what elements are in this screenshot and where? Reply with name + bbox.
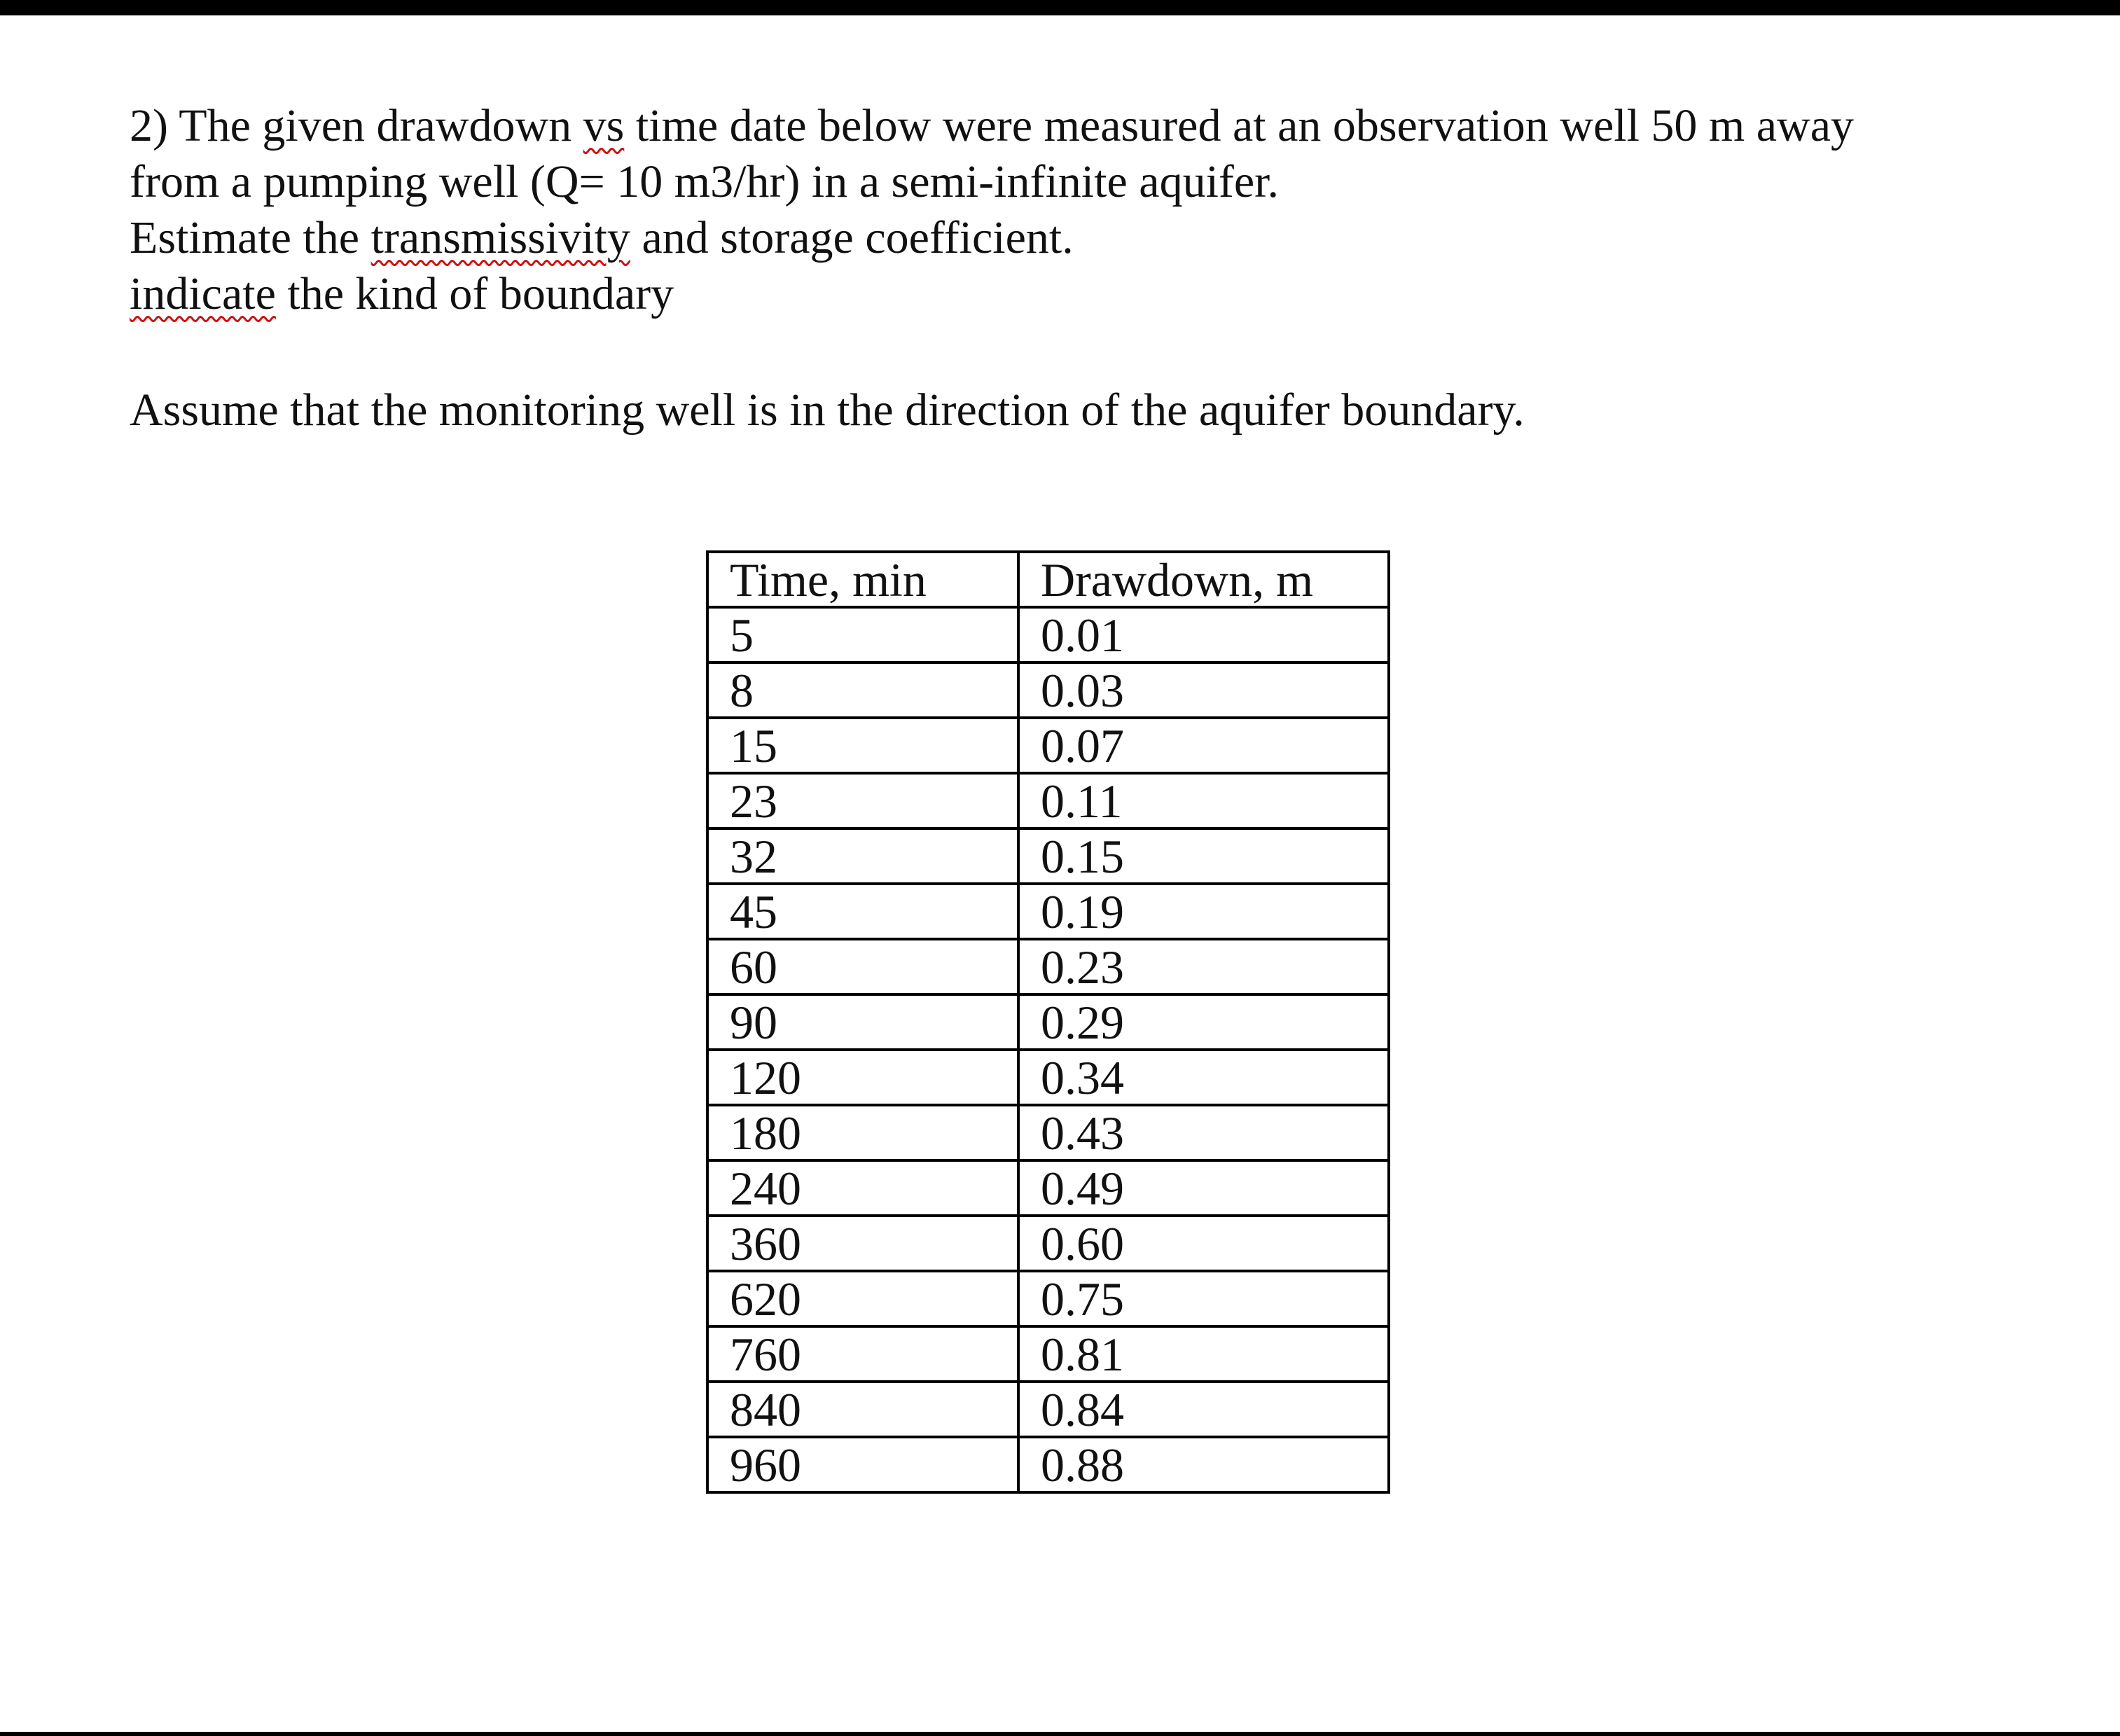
- drawdown-cell: 0.43: [1018, 1105, 1389, 1160]
- question-line-1-end: time date below were measured at an observation well 50 m away: [624, 100, 1855, 151]
- question-line-3-start: Estimate the: [130, 212, 371, 263]
- time-cell: 840: [707, 1382, 1018, 1437]
- time-cell: 23: [707, 773, 1018, 828]
- table-row: [707, 994, 1389, 1050]
- time-cell: 8: [707, 662, 1018, 718]
- time-cell: 60: [707, 939, 1018, 994]
- time-cell: 760: [707, 1326, 1018, 1382]
- drawdown-cell: 0.29: [1018, 994, 1389, 1050]
- drawdown-cell: 0.15: [1018, 828, 1389, 884]
- drawdown-cell: 0.19: [1018, 884, 1389, 939]
- drawdown-cell: 0.23: [1018, 939, 1389, 994]
- table-row: [707, 1382, 1389, 1437]
- drawdown-cell: 0.34: [1018, 1050, 1389, 1105]
- table-row: [707, 1216, 1389, 1271]
- time-cell: 180: [707, 1105, 1018, 1160]
- table-row: [707, 884, 1389, 939]
- question-line-4: [130, 266, 2021, 322]
- table-row: [707, 718, 1389, 773]
- question-line-1-start: 2) The given drawdown: [130, 100, 583, 151]
- question-text: [130, 98, 2021, 322]
- question-line-2: from a pumping well (Q= 10 m3/hr) in a semi-infinite aquifer.: [130, 156, 1280, 207]
- drawdown-cell: 0.11: [1018, 773, 1389, 828]
- drawdown-cell: 0.81: [1018, 1326, 1389, 1382]
- drawdown-cell: 0.01: [1018, 607, 1389, 662]
- question-line-1: [130, 98, 2021, 154]
- time-cell: 120: [707, 1050, 1018, 1105]
- table-row: [707, 1326, 1389, 1382]
- spellcheck-word-indicate: indicate: [130, 268, 276, 319]
- drawdown-table: [706, 550, 1390, 1494]
- time-cell: 45: [707, 884, 1018, 939]
- drawdown-cell: 0.07: [1018, 718, 1389, 773]
- spellcheck-word-transmissivity: transmissivity: [370, 212, 630, 263]
- bottom-border-line: [0, 1732, 2120, 1736]
- header-drawdown: Drawdown, m: [1018, 552, 1389, 607]
- table-row: [707, 1050, 1389, 1105]
- question-line-4-end: the kind of boundary: [275, 268, 674, 319]
- table-row: [707, 939, 1389, 994]
- table-header-row: [707, 552, 1389, 607]
- table-row: [707, 607, 1389, 662]
- table-row: [707, 773, 1389, 828]
- time-cell: 5: [707, 607, 1018, 662]
- table-row: [707, 662, 1389, 718]
- table-row: [707, 1160, 1389, 1216]
- table-row: [707, 1437, 1389, 1492]
- drawdown-cell: 0.03: [1018, 662, 1389, 718]
- drawdown-cell: 0.49: [1018, 1160, 1389, 1216]
- table-row: [707, 1105, 1389, 1160]
- question-line-3-end: and storage coefficient.: [630, 212, 1074, 263]
- spellcheck-word-vs: vs: [583, 100, 625, 151]
- drawdown-cell: 0.60: [1018, 1216, 1389, 1271]
- question-line-3: [130, 210, 2021, 266]
- assumption-text: Assume that the monitoring well is in the direction of the aquifer boundary.: [130, 384, 1525, 436]
- time-cell: 32: [707, 828, 1018, 884]
- time-cell: 960: [707, 1437, 1018, 1492]
- top-border-bar: [0, 0, 2120, 15]
- time-cell: 620: [707, 1271, 1018, 1326]
- drawdown-cell: 0.88: [1018, 1437, 1389, 1492]
- table-row: [707, 828, 1389, 884]
- table-row: [707, 1271, 1389, 1326]
- header-time: Time, min: [707, 552, 1018, 607]
- drawdown-cell: 0.75: [1018, 1271, 1389, 1326]
- time-cell: 240: [707, 1160, 1018, 1216]
- time-cell: 15: [707, 718, 1018, 773]
- drawdown-cell: 0.84: [1018, 1382, 1389, 1437]
- time-cell: 90: [707, 994, 1018, 1050]
- time-cell: 360: [707, 1216, 1018, 1271]
